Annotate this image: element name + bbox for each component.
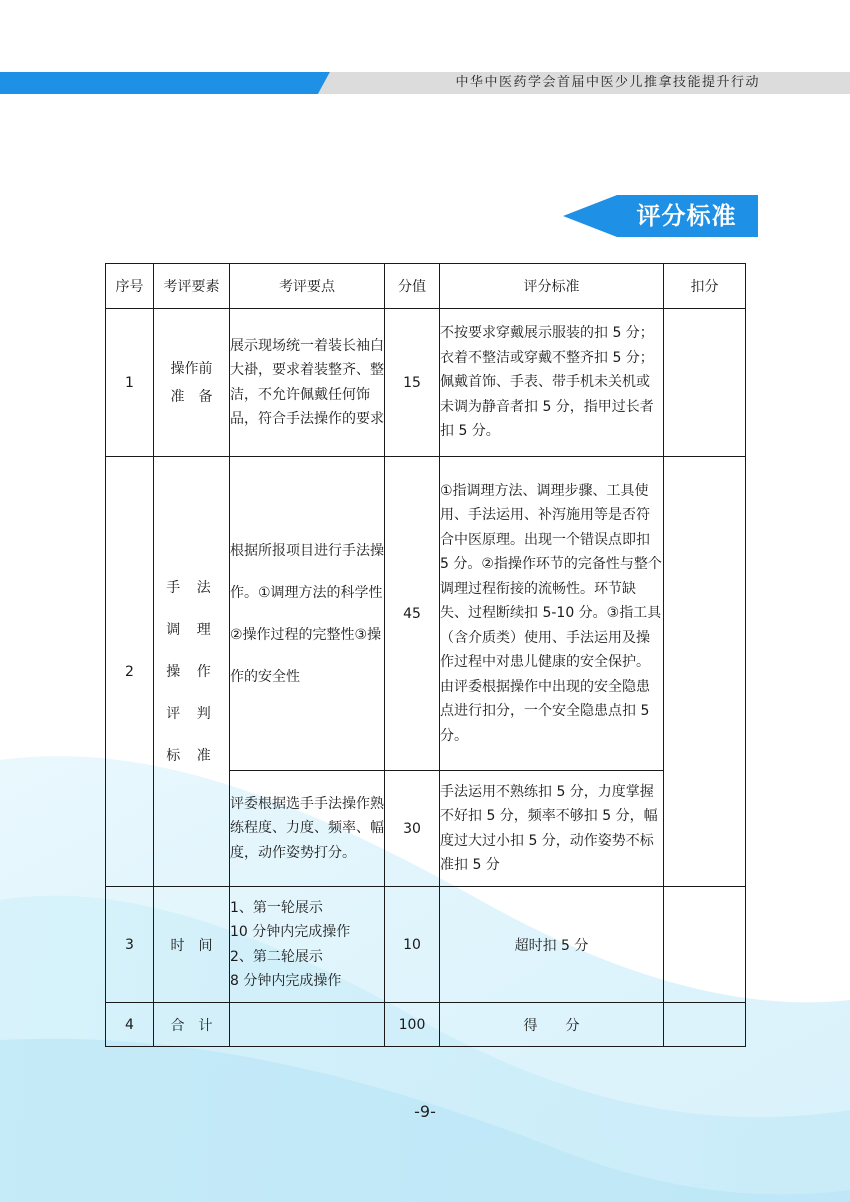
- point-line: 1、第一轮展示: [230, 899, 323, 916]
- factor-line: 操作前: [170, 360, 213, 377]
- point-line: 8 分钟内完成操作: [230, 973, 342, 989]
- row-no: 1: [106, 309, 154, 457]
- row-point: [230, 1003, 385, 1047]
- row-factor: [154, 457, 230, 887]
- row-score: 100: [385, 1003, 440, 1047]
- row-deduct[interactable]: [664, 457, 746, 887]
- factor-line: 操 作: [166, 663, 217, 680]
- table-row: [106, 309, 746, 457]
- header-title: 中华中医药学会首届中医少儿推拿技能提升行动: [455, 75, 760, 90]
- row-score: 30: [385, 771, 440, 887]
- factor-line: 标 准: [166, 747, 217, 764]
- col-header-no: 序号: [106, 264, 154, 309]
- row-factor: [154, 309, 230, 457]
- factor-line: 手 法: [166, 579, 217, 596]
- row-score: 10: [385, 887, 440, 1003]
- row-point: 展示现场统一着装长袖白大褂，要求着装整齐、整洁，不允许佩戴任何饰品，符合手法操作的要求: [230, 309, 385, 457]
- col-header-score: 分值: [385, 264, 440, 309]
- row-no: 4: [106, 1003, 154, 1047]
- col-header-criteria: 评分标准: [440, 264, 664, 309]
- row-criteria: 手法运用不熟练扣 5 分，力度掌握不好扣 5 分，频率不够扣 5 分，幅度过大过小扣 5 分，动作姿势不标准扣 5 分: [440, 771, 664, 887]
- col-header-point: 考评要点: [230, 264, 385, 309]
- col-header-deduct: 扣分: [664, 264, 746, 309]
- row-criteria: ①指调理方法、调理步骤、工具使用、手法运用、补泻施用等是否符合中医原理。出现一个错误点即扣 5 分。②指操作环节的完备性与整个调理过程衔接的流畅性。环节缺失、过程断续扣 5-10 分。③指工具（含介质类）使用、手法运用及操作过程中对患儿健康的安全保护。由评委根据操作中出现的安全隐患点进行扣分，一个安全隐患点扣 5 分。: [440, 457, 664, 771]
- row-no: 3: [106, 887, 154, 1003]
- row-deduct[interactable]: [664, 1003, 746, 1047]
- row-criteria: 不按要求穿戴展示服装的扣 5 分；衣着不整洁或穿戴不整齐扣 5 分；佩戴首饰、手表、带手机未关机或未调为静音者扣 5 分，指甲过长者扣 5 分。: [440, 309, 664, 457]
- col-header-factor: 考评要素: [154, 264, 230, 309]
- row-score: 45: [385, 457, 440, 771]
- row-criteria: 得 分: [440, 1003, 664, 1047]
- scoring-table: [105, 263, 746, 1047]
- page-number: -9-: [414, 1102, 436, 1121]
- row-score: 15: [385, 309, 440, 457]
- row-point: 根据所报项目进行手法操作。①调理方法的科学性②操作过程的完整性③操作的安全性: [230, 457, 385, 771]
- row-deduct[interactable]: [664, 887, 746, 1003]
- point-line: 2、第二轮展示: [230, 948, 323, 965]
- factor-line: 准 备: [170, 388, 213, 405]
- point-line: 10 分钟内完成操作: [230, 924, 351, 940]
- table-header-row: [106, 264, 746, 309]
- factor-line: 调 理: [166, 621, 217, 638]
- table-row: [106, 457, 746, 771]
- row-deduct[interactable]: [664, 309, 746, 457]
- row-factor: 时 间: [154, 887, 230, 1003]
- row-point: [230, 887, 385, 1003]
- table-row: [106, 887, 746, 1003]
- row-point: 评委根据选手手法操作熟练程度、力度、频率、幅度，动作姿势打分。: [230, 771, 385, 887]
- row-criteria: 超时扣 5 分: [440, 887, 664, 1003]
- factor-line: 评 判: [166, 705, 217, 722]
- row-factor: 合 计: [154, 1003, 230, 1047]
- row-no: 2: [106, 457, 154, 887]
- section-title: 评分标准: [636, 202, 737, 230]
- table-row: [106, 1003, 746, 1047]
- section-title-tag: [563, 195, 758, 237]
